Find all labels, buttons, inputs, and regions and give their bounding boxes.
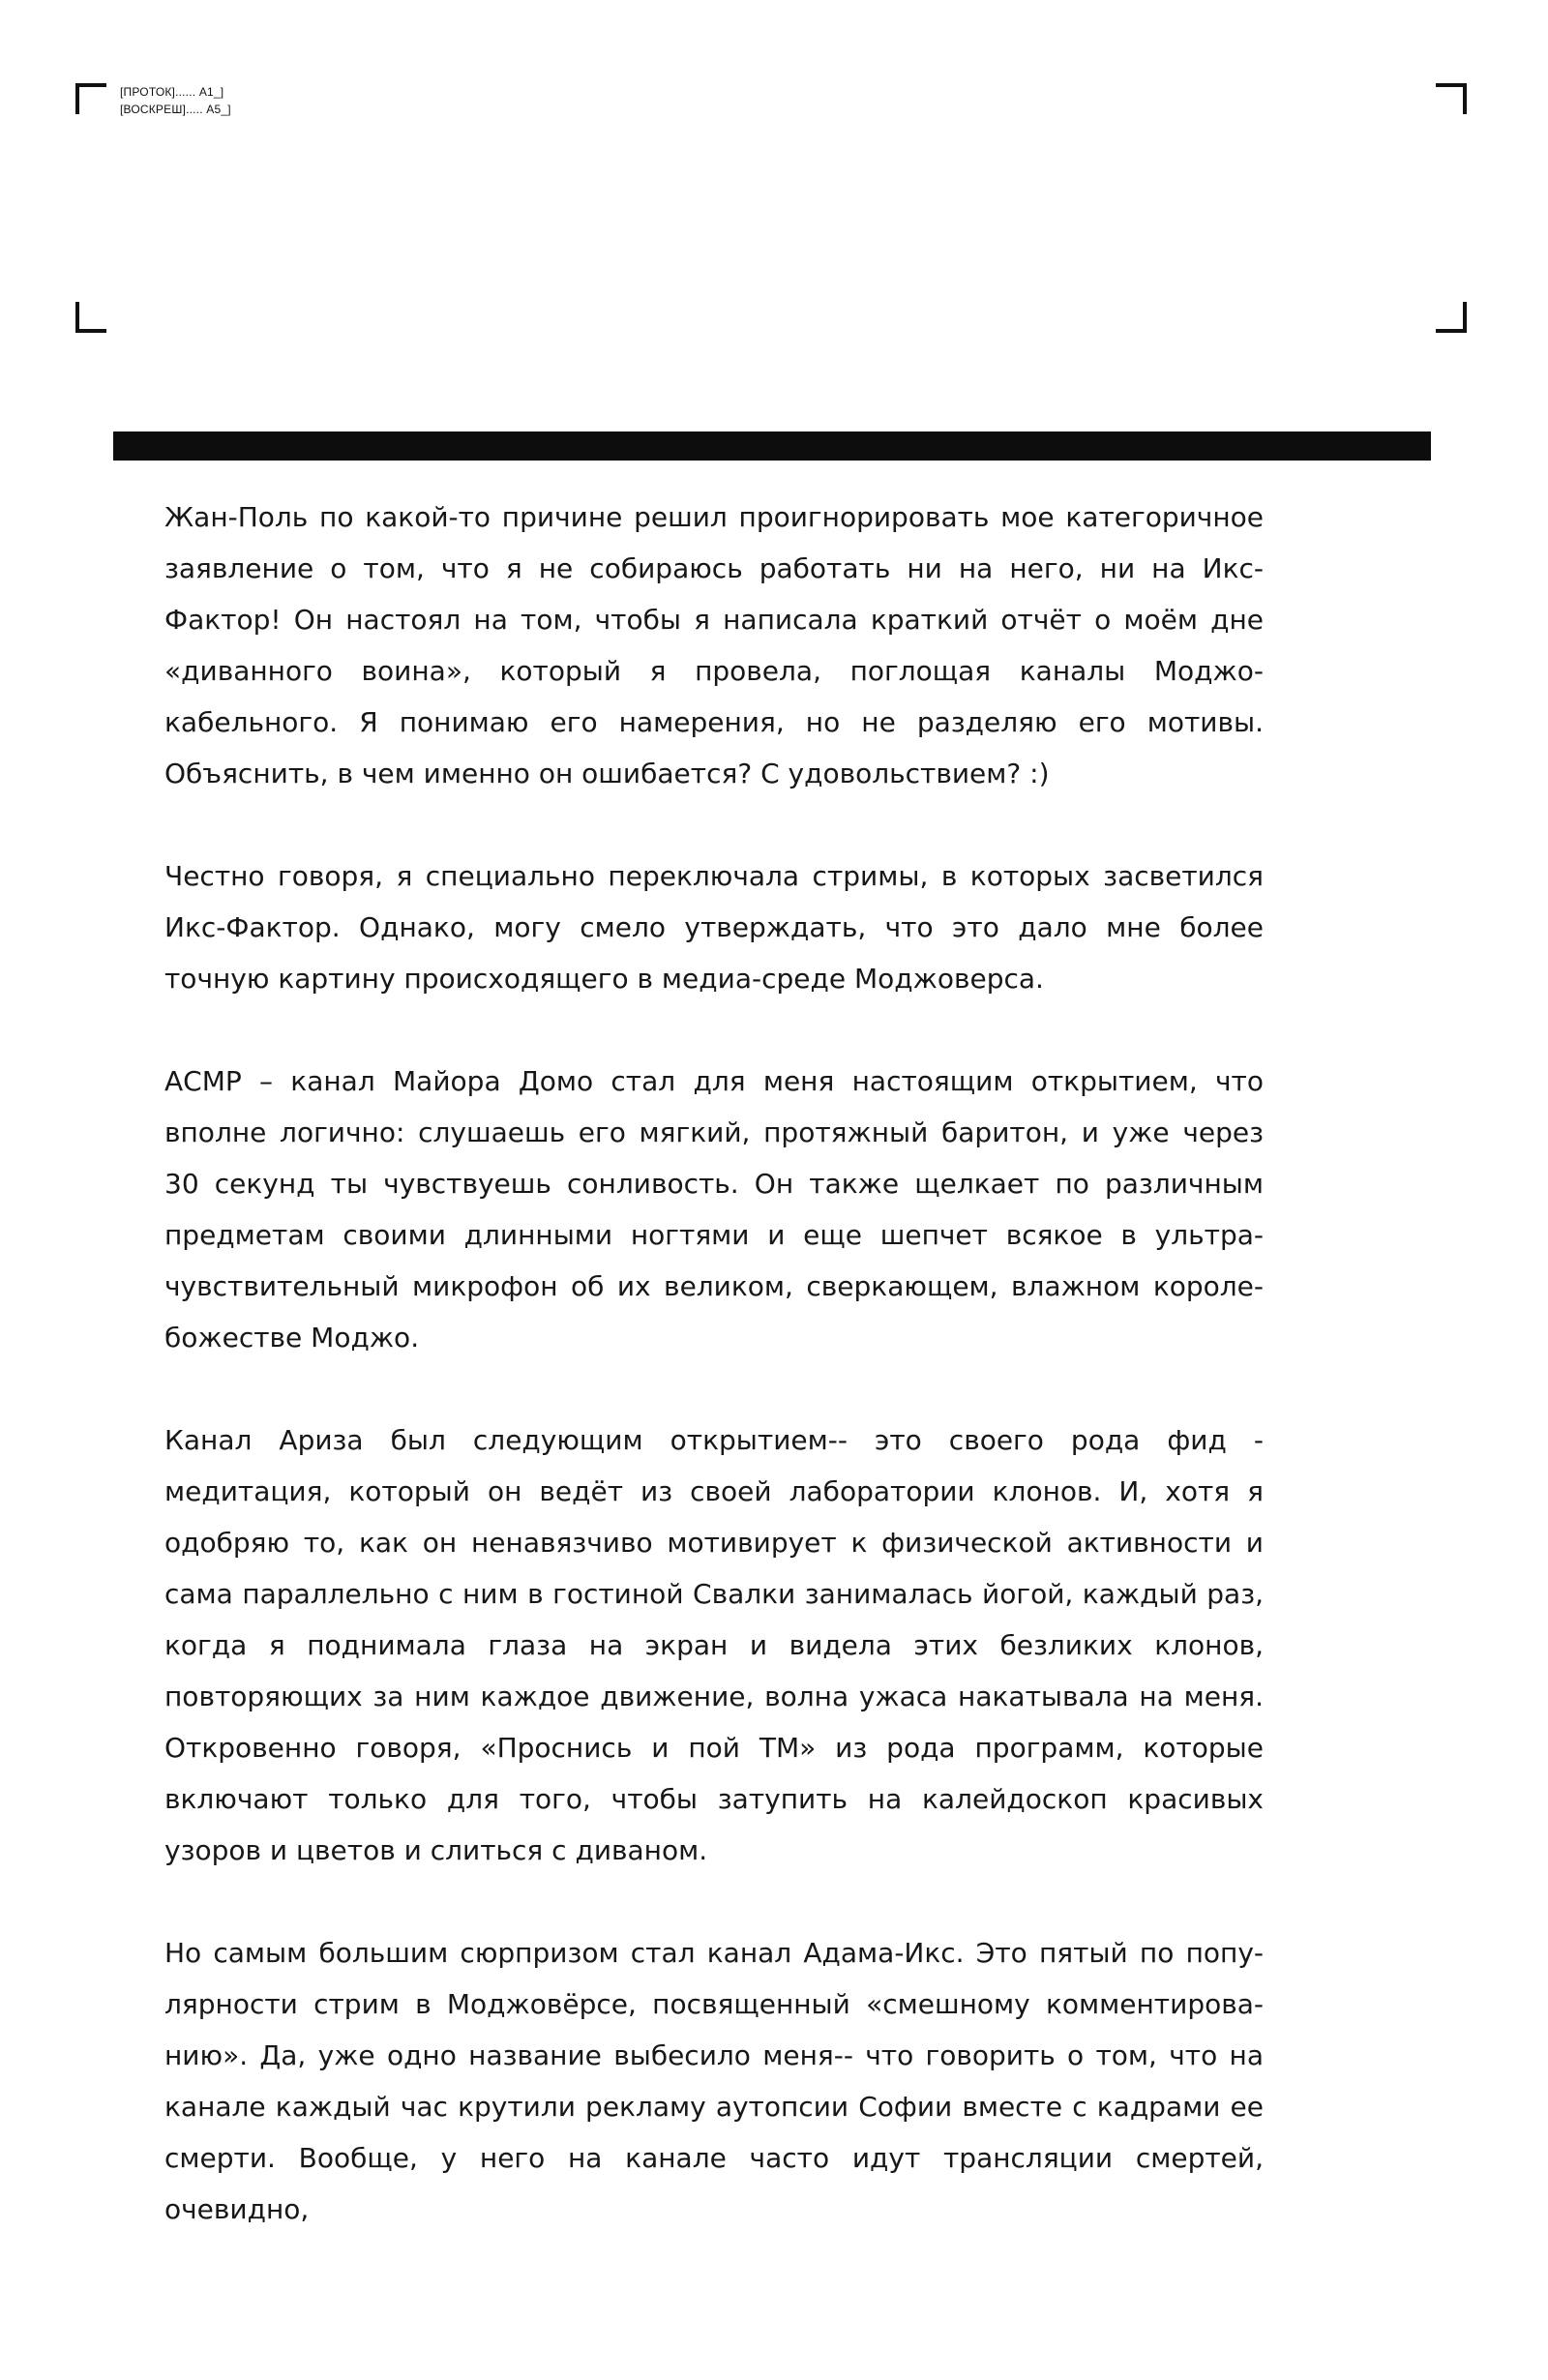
corner-mark-bottom-left: [75, 302, 106, 333]
corner-mark-top-right: [1436, 83, 1467, 114]
paragraph-3: АСМР – канал Майора Домо стал для меня настоящим открытием, что вполне логично: слушаешь его мягкий, протяжный баритон, и уже через 30 секунд ты чувствуешь сонливость. Он также щелкает по различным предметам своими длинными ногтями и еще шепчет всякое в ультра-чувствительный микрофон об их великом, сверкающем, влажном короле-божестве Моджо.: [164, 1065, 1264, 1354]
paragraph-1: Жан-Поль по какой-то причине решил проигнорировать мое категоричное заявление о том, что я не собираюсь работать ни на него, ни на Икс-Фактор! Он настоял на том, чтобы я написала краткий отчёт о моём дне «диванного воина», который я провела, поглощая каналы Моджо-кабельного. Я понимаю его намерения, но не разделяю его мотивы. Объяснить, в чем именно он ошибается? С удовольствием? :): [164, 501, 1264, 789]
paragraph-2: Честно говоря, я специально переключала стримы, в которых засветился Икс-Фактор. Однако, могу смело утверждать, что это дало мне более точную картину происходящего в медиа-среде Моджоверса.: [164, 860, 1264, 995]
black-divider-bar: [113, 431, 1431, 461]
article-body: [164, 491, 1264, 2235]
paragraph-5: Но самым большим сюрпризом стал канал Адама-Икс. Это пятый по популярности стрим в Моджовёрсе, посвященный «смешному комментированию». Да, уже одно название выбесило меня-- что говорить о том, что на канале каждый час крутили рекламу аутопсии Софии вместе с кадрами ее смерти. Вообще, у него на канале часто идут трансляции смертей, очевидно,: [164, 1937, 1264, 2225]
paragraph-4: Канал Ариза был следующим открытием-- это своего рода фид - медитация, который он ведёт из своей лаборатории клонов. И, хотя я одобряю то, как он ненавязчиво мотивирует к физической активности и сама параллельно с ним в гостиной Свалки занималась йогой, каждый раз, когда я поднимала глаза на экран и видела этих безликих клонов, повторяющих за ним каждое движение, волна ужаса накатывала на меня. Откровенно говоря, «Проснись и пой ТМ» из рода программ, которые включают только для того, чтобы затупить на калейдоскоп красивых узоров и цветов и слиться с диваном.: [164, 1424, 1264, 1866]
corner-mark-bottom-right: [1436, 302, 1467, 333]
header-meta: [120, 83, 231, 118]
corner-mark-top-left: [75, 83, 106, 114]
meta-line-flow: [ПРОТОК]...... А1_]: [120, 85, 224, 99]
meta-line-resurrect: [ВОСКРЕШ]..... А5_]: [120, 103, 231, 116]
